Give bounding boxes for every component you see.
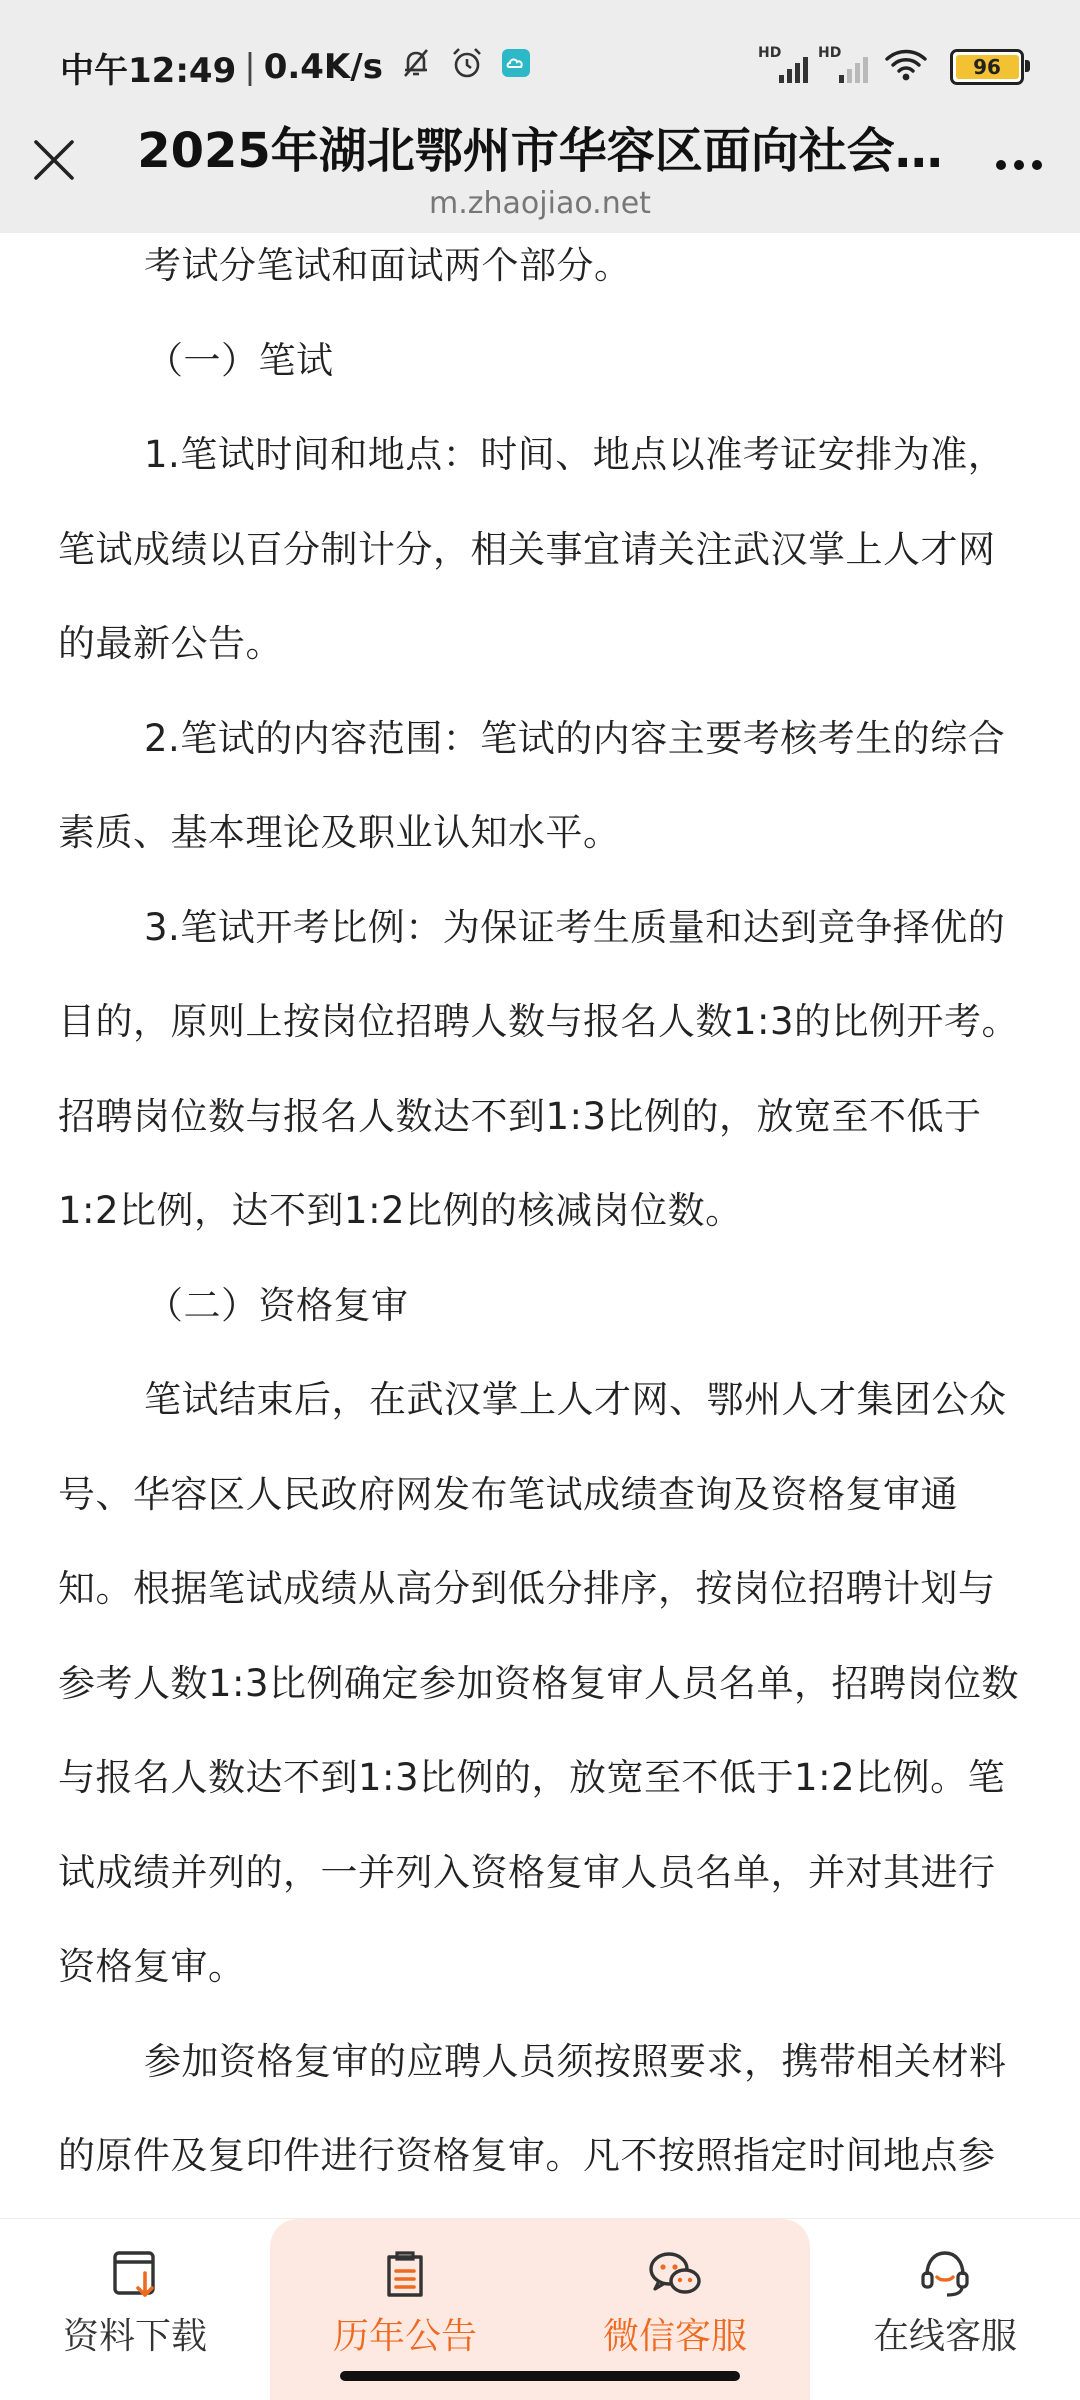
close-icon [32, 138, 76, 182]
network-speed: 0.4K/s [263, 47, 383, 87]
paragraph: 2.笔试的内容范围：笔试的内容主要考核考生的综合素质、基本理论及职业认知水平。 [58, 716, 1006, 854]
title-block [130, 120, 950, 224]
download-icon [105, 2243, 165, 2303]
status-right [748, 42, 1024, 92]
page-url: m.zhaojiao.net [429, 186, 651, 221]
battery-icon [950, 49, 1024, 85]
more-button[interactable] [984, 140, 1054, 190]
cloud-app-icon [501, 47, 531, 87]
header [0, 0, 1080, 233]
home-indicator[interactable] [340, 2371, 740, 2381]
section-heading: （一）笔试 [146, 338, 334, 382]
bell-off-icon [399, 46, 433, 89]
hd-signal-icon: HD [758, 47, 808, 87]
tab-label: 资料下载 [62, 2316, 207, 2357]
more-icon [996, 160, 1006, 170]
tab-label: 微信客服 [602, 2316, 747, 2357]
status-left [60, 42, 531, 92]
paragraph: 笔试结束后，在武汉掌上人才网、鄂州人才集团公众号、华容区人民政府网发布笔试成绩查询及资格复审通知。根据笔试成绩从高分到低分排序，按岗位招聘计划与参考人数1:3比例确定参加资格复审人员名单，招聘岗位数与报名人数达不到1:3比例的，放宽至不低于1:2比例。笔试成绩并列的，一并列入资格复审人员名单，并对其进行资格复审。 [58, 1378, 1020, 1988]
tab-announcements[interactable] [270, 2219, 540, 2369]
status-bar [0, 0, 1080, 130]
tab-wechat-service[interactable] [540, 2219, 810, 2369]
clock: 中午12:49 [60, 50, 237, 91]
article-content [0, 233, 1080, 2218]
paragraph: 1.笔试时间和地点：时间、地点以准考证安排为准，笔试成绩以百分制计分，相关事宜请关注武汉掌上人才网的最新公告。 [58, 433, 1006, 665]
close-button[interactable] [24, 130, 84, 190]
section-heading: （二）资格复审 [146, 1283, 409, 1327]
page-title: 2025年湖北鄂州市华容区面向社会… [137, 123, 943, 179]
wifi-icon [884, 47, 928, 87]
hd-signal-icon: HD [818, 47, 868, 87]
status-separator: | [244, 47, 256, 87]
alarm-icon [449, 45, 485, 90]
tab-label: 在线客服 [872, 2316, 1017, 2357]
title-bar [0, 120, 1080, 233]
headset-icon [915, 2243, 975, 2303]
paragraph: 考试分笔试和面试两个部分。 [144, 244, 632, 287]
paragraph: 3.笔试开考比例：为保证考生质量和达到竞争择优的目的，原则上按岗位招聘人数与报名人数1:3的比例开考。招聘岗位数与报名人数达不到1:3比例的，放宽至不低于1:2比例，达不到1:2比例的核减岗位数。 [58, 905, 1020, 1232]
wechat-icon [645, 2243, 705, 2303]
battery-level: 96 [973, 55, 1001, 79]
announcement-icon [375, 2243, 435, 2303]
tab-download[interactable] [0, 2219, 270, 2369]
tab-label: 历年公告 [332, 2316, 477, 2357]
tab-online-service[interactable] [810, 2219, 1080, 2369]
paragraph: 参加资格复审的应聘人员须按照要求，携带相关材料的原件及复印件进行资格复审。凡不按照指定时间地点参 [58, 2039, 1007, 2177]
